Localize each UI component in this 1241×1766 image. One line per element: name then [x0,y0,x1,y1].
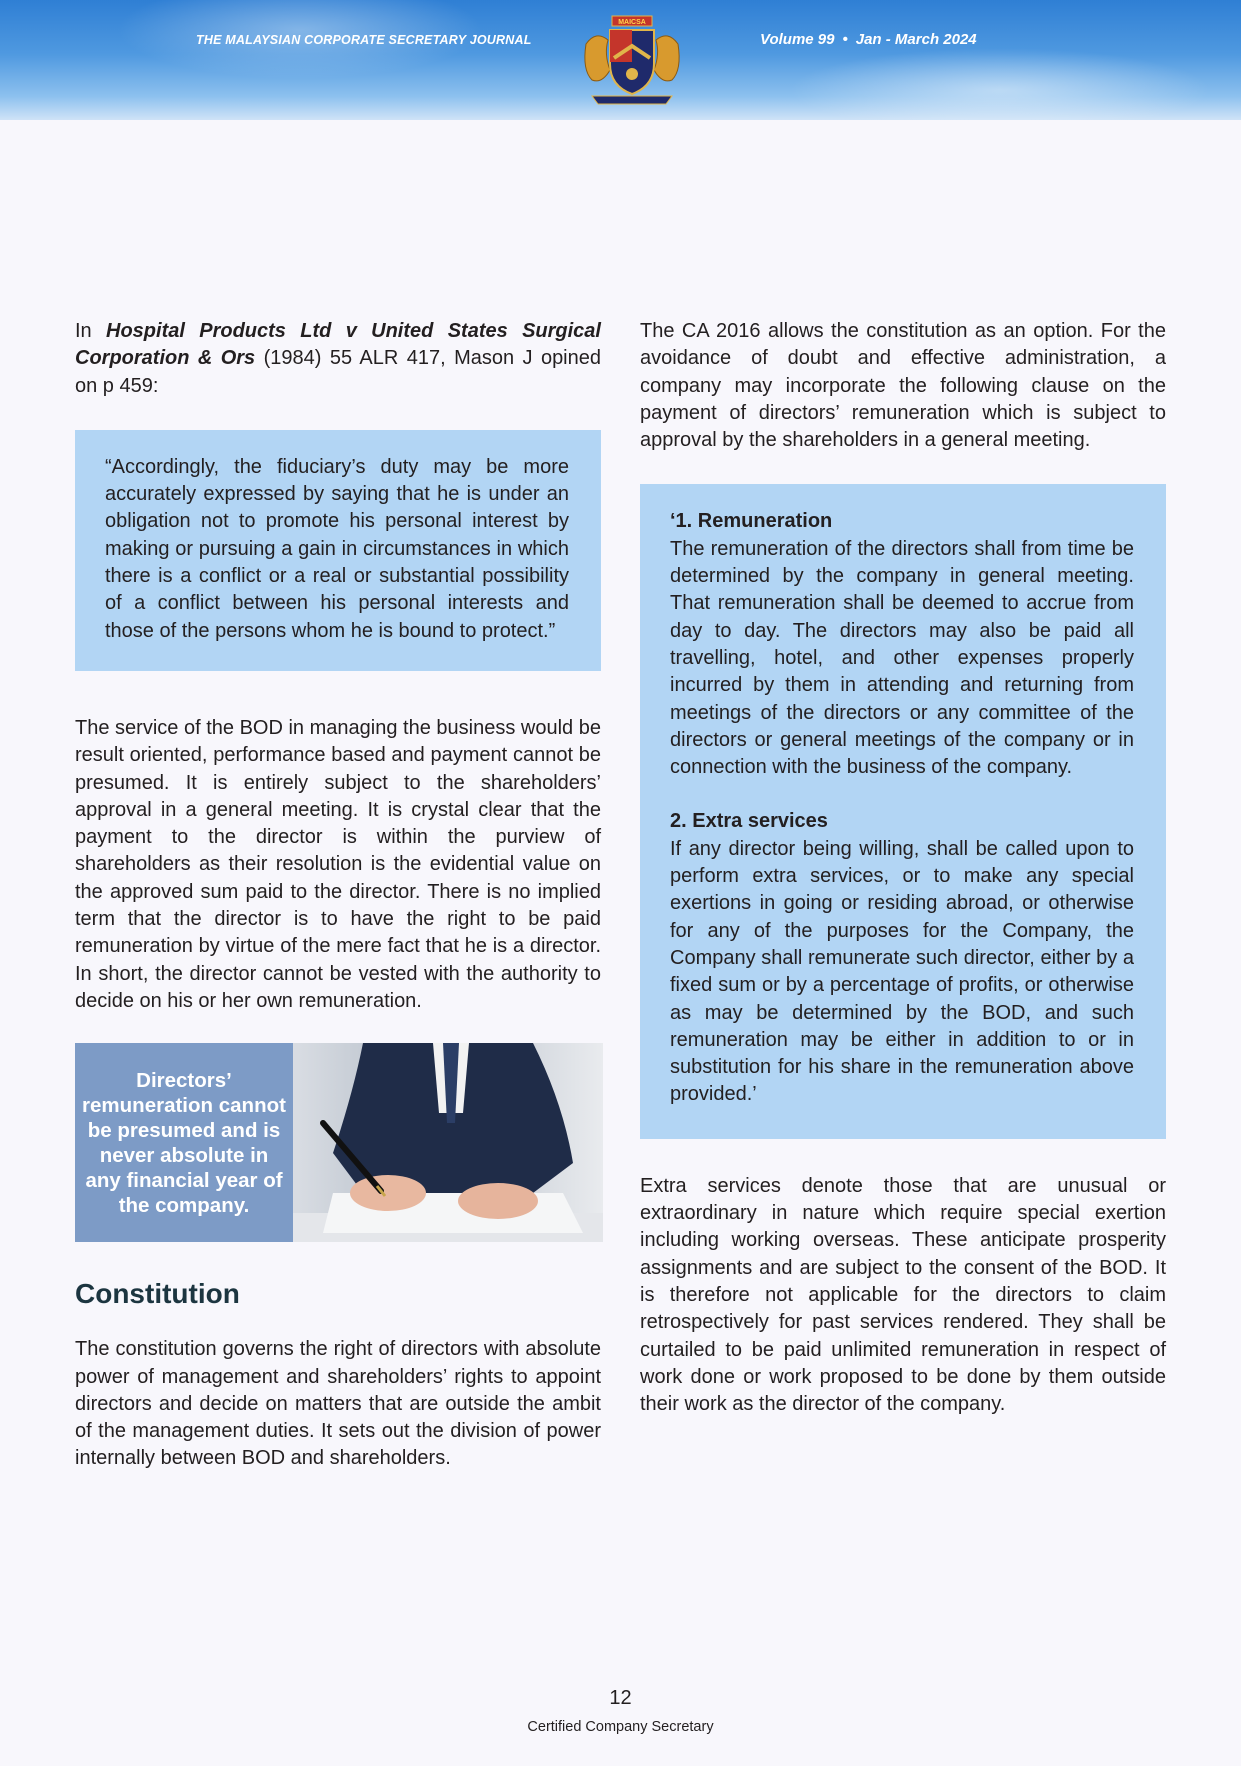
bullet-separator: • [842,31,848,48]
intro-prefix: In [75,320,107,342]
signing-document-photo [293,1043,603,1242]
journal-header-banner [0,0,1241,120]
callout-image [75,1043,603,1242]
issue-info [760,31,977,48]
left-column [75,318,601,1473]
quote-box [75,430,601,671]
case-citation: Hospital Products Ltd v United States Surgical Corporation & Ors [75,320,601,370]
ca2016-paragraph: The CA 2016 allows the constitution as an option. For the avoidance of doubt and effective administration, a company may incorporate the following clause on the payment of directors’ remuneration which is subject to approval by the shareholders in a general meeting. [640,320,1166,452]
extra-services-paragraph: Extra services denote those that are unusual or extraordinary in nature which require special exertion including working overseas. These anticipate prosperity assignments and are subject to the consent of the BOD. It is therefore not applicable for the directors to claim retrospectively for past services rendered. They shall be curtailed to be paid unlimited remuneration in respect of work done or work proposed to be done by them outside their work as the director of the company. [640,1174,1166,1416]
crest-banner-text: MAICSA [618,19,646,26]
quote-text: “Accordingly, the fiduciary’s duty may be more accurately expressed by saying that he is under an obligation not to promote his personal interest by making or pursuing a gain in circumstances in which there is a conflict or a real or substantial possibility of a conflict between his personal interests and those of the persons whom he is bound to protect.” [105,455,569,642]
volume-label: Volume 99 [760,31,835,48]
bod-paragraph: The service of the BOD in managing the business would be result oriented, performance based and payment cannot be presumed. It is entirely subject to the shareholders’ approval in a general meeting. It is crystal clear that the payment to the director is within the purview of shareholders as their resolution is the evidential value on the approved sum paid to the director. There is no implied term that the director is to have the right to be paid remuneration by virtue of the mere fact that he is a director. In short, the director cannot be vested with the authority to decide on his or her own remuneration. [75,716,601,1012]
intro-suffix: (1984) 55 ALR 417, Mason J opined on p 459: [75,347,601,397]
callout-text: Directors’ remuneration cannot be presumed and is never absolute in any financial year of the company. [75,1043,293,1242]
clause1-text: The remuneration of the directors shall from time be determined by the company in general meeting. That remuneration shall be deemed to accrue from day to day. The directors may also be paid all travelling, hotel, and other expenses properly incurred by them in attending and returning from meetings of the directors or any committee of the directors or general meetings of the company or in connection with the business of the company. [670,537,1134,779]
clause-box [640,484,1166,1138]
constitution-paragraph: The constitution governs the right of directors with absolute power of management and shareholders’ rights to appoint directors and decide on matters that are outside the ambit of the management duties. It sets out the division of power internally between BOD and shareholders. [75,1338,601,1470]
intro-paragraph [75,318,601,400]
publication-name: Certified Company Secretary [527,1719,714,1735]
issue-period: Jan - March 2024 [855,31,977,48]
clause2-text: If any director being willing, shall be called upon to perform extra services, or to make any special exertions in going or residing abroad, or otherwise for any of the purposes for the Company, the Company shall remunerate such director, either by a fixed sum or by a percentage of profits, or otherwise as may be determined by the BOD, and such remuneration may be either in addition to or in substitution for his share in the remuneration above provided.’ [670,837,1134,1106]
clause1-heading: ‘1. Remuneration [670,510,833,533]
maicsa-crest-logo [572,14,692,114]
right-column [640,318,1166,1418]
journal-title: THE MALAYSIAN CORPORATE SECRETARY JOURNAL [196,33,532,47]
clause2-heading: 2. Extra services [670,810,828,833]
page-number: 12 [609,1687,632,1709]
section-heading-constitution: Constitution [75,1278,240,1310]
